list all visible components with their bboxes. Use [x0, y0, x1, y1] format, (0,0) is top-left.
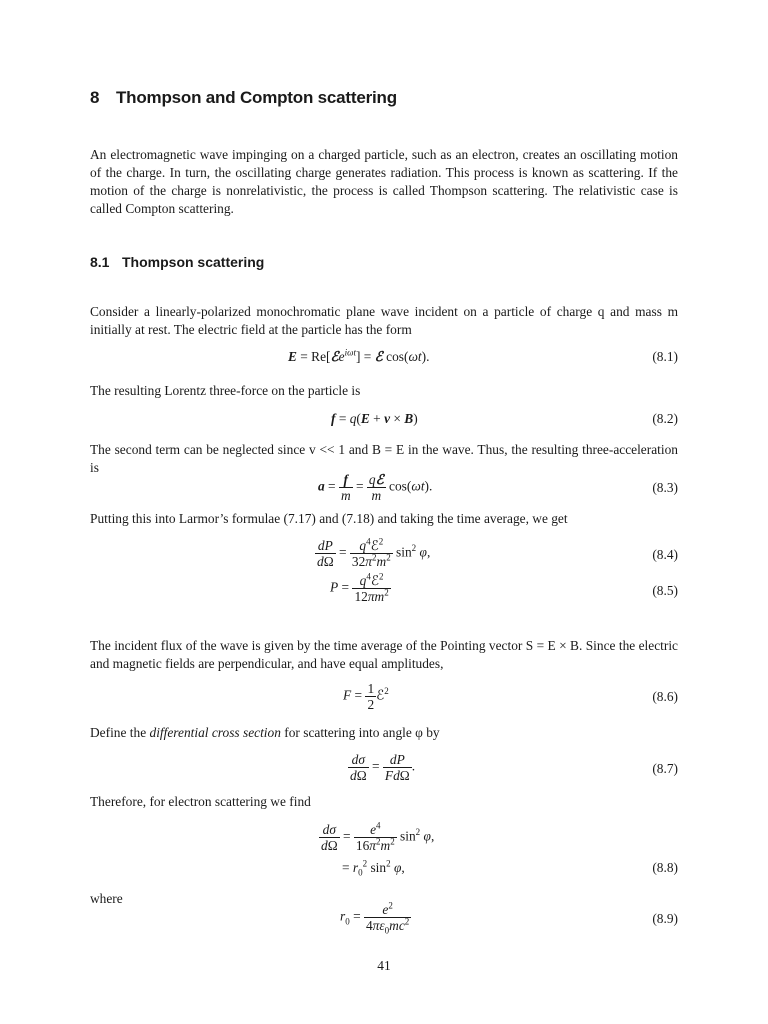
paragraph-cross-section-term: differential cross section: [149, 725, 281, 740]
equation-number: (8.4): [652, 547, 678, 562]
equation-number: (8.5): [652, 583, 678, 598]
equation-8-1-formula: E = Re[ℰe$^{i\omega t}$] = ℰ cos(ωt).: [288, 347, 430, 364]
paragraph-cross-section-post: for scattering into angle φ by: [280, 725, 440, 740]
paragraph-where: where: [90, 891, 123, 906]
equation-8-5: [90, 573, 678, 607]
intro-paragraph: An electromagnetic wave impinging on a charged particle, such as an electron, creates an oscillating motion of the charge. In turn, the oscillating charge generates radiation. This process is known as scattering. If the motion of the charge is nonrelativistic, the process is called Thompson scattering. The relativistic case is called Compton scattering.: [90, 147, 678, 216]
page-number: 41: [377, 958, 391, 973]
equation-number: (8.3): [652, 480, 678, 495]
equation-8-2-formula: f = q(E + v × B): [331, 411, 418, 426]
equation-8-7-formula: $\frac{d\sigma}{d\Omega}$ = $\frac{dP}{\text{FdΩ}}$ .: [350, 752, 416, 783]
equation-number: (8.6): [652, 689, 678, 704]
subsection-title: Thompson scattering: [122, 254, 265, 270]
equation-number: (8.9): [652, 911, 678, 926]
equation-8-9-formula: $r_0$ = $\frac{e^2}{4\pi\varepsilon_0mc^2}$: [340, 900, 410, 936]
subsection-heading: [90, 254, 264, 270]
equation-8-3-formula: a = $\frac{f}{m}$ = $\frac{\text{qℰ}}{m}$ cos(ωt).: [318, 472, 433, 503]
equation-8-6: [90, 681, 678, 715]
equation-number: (8.1): [652, 349, 678, 364]
equation-8-2: [90, 411, 678, 431]
paragraph-flux: The incident flux of the wave is given by the time average of the Pointing vector S = E × B. Since the electric and magnetic fields are perpendicular, and have equal amplitudes,: [90, 638, 678, 671]
equation-number: (8.2): [652, 411, 678, 426]
equation-number: (8.8): [652, 860, 678, 875]
equation-8-3: [90, 472, 678, 506]
equation-8-4: [90, 538, 678, 572]
section-number: 8: [90, 88, 100, 107]
equation-8-7: [90, 752, 678, 786]
paragraph-cross-section: [90, 724, 678, 742]
equation-8-8-formula-line2: = $r_0^2$ $\sin^2 \varphi$,: [342, 858, 405, 878]
equation-8-1: [90, 349, 678, 369]
equation-8-8-formula-line1: $\frac{d\sigma}{d\Omega}$ = $\frac{e^4}{16\pi^2m^2}$ $\sin^2 \varphi$,: [321, 820, 435, 853]
subsection-number: 8.1: [90, 254, 110, 270]
paragraph-larmor: Putting this into Larmor’s formulae (7.17) and (7.18) and taking the time average, we get: [90, 511, 568, 526]
paragraph-acceleration: The second term can be neglected since v << 1 and B = E in the wave. Thus, the resulting three-acceleration is: [90, 442, 678, 475]
equation-8-8: [90, 822, 678, 878]
paragraph-lorentz-force: The resulting Lorentz three-force on the particle is: [90, 383, 361, 398]
equation-number: (8.7): [652, 761, 678, 776]
section-title: Thompson and Compton scattering: [116, 88, 397, 107]
paragraph-electron-scattering: Therefore, for electron scattering we find: [90, 794, 311, 809]
equation-8-5-formula: P = $\frac{q^4ℰ^2}{12\pi m^2}$: [330, 571, 389, 604]
equation-8-4-formula: $\frac{dP}{d\Omega}$ = $\frac{q^4ℰ^2}{32\pi^2m^2}$ $\sin^2 \varphi$,: [317, 536, 431, 569]
section-heading: [90, 88, 397, 108]
equation-8-6-formula: F = $\frac{1}{2}$ ℰ$^2$: [343, 681, 389, 712]
paragraph-cross-section-pre: Define the: [90, 725, 150, 740]
equation-8-9: [90, 902, 678, 936]
paragraph-plane-wave: Consider a linearly-polarized monochromatic plane wave incident on a particle of charge q and mass m initially at rest. The electric field at the particle has the form: [90, 304, 678, 337]
